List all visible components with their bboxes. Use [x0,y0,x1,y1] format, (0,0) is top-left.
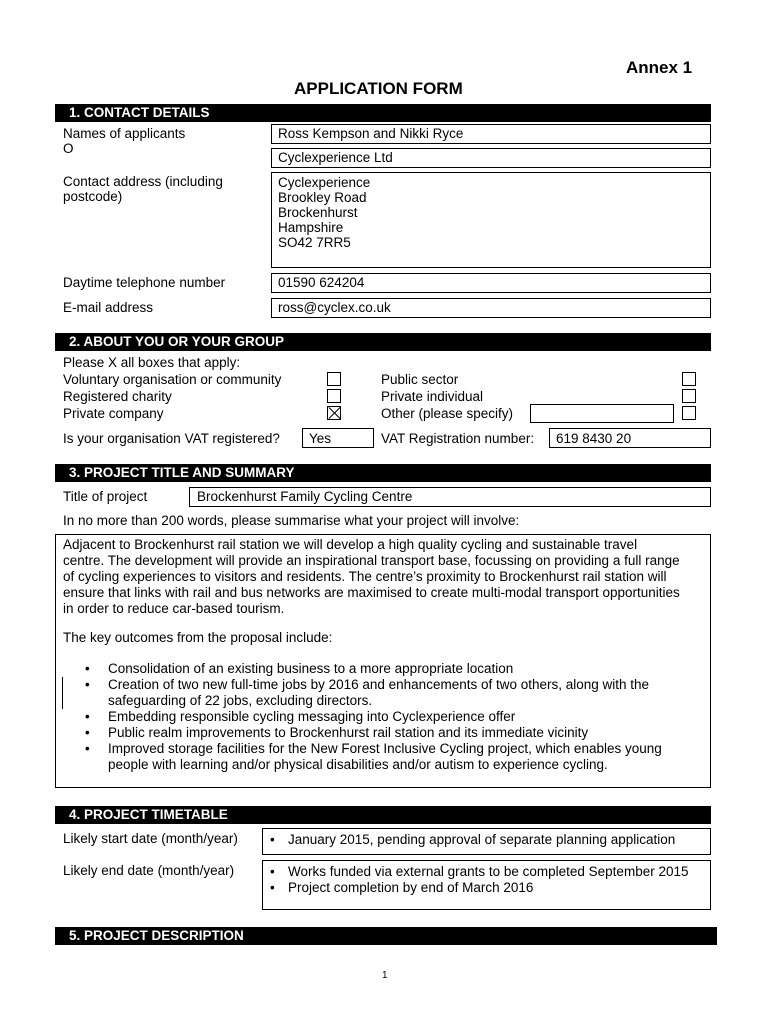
outcome-item: • Public realm improvements to Brockenhurst rail station and its immediate vicinity [85,725,710,741]
start-date-field[interactable] [262,828,711,855]
address-line: Cyclexperience [278,175,371,190]
vat-number-label: VAT Registration number: [381,431,535,446]
outcomes-list [85,661,710,773]
option-label-voluntary: Voluntary organisation or community [63,372,282,387]
checkbox-charity[interactable] [327,389,341,403]
summary-line: centre. The development will provide an inspirational transport base, focussing on providing a full range [63,553,680,568]
outcome-item: • Improved storage facilities for the New Forest Inclusive Cycling project, which enables young people with learning and/or physical disabilities and/or autism to experience cycling. [85,741,705,773]
checkbox-other[interactable] [682,406,696,420]
address-field[interactable] [271,172,711,268]
section-4-heading: 4. PROJECT TIMETABLE [55,806,711,824]
end-date-field[interactable] [262,860,711,910]
section-3-heading: 3. PROJECT TITLE AND SUMMARY [55,464,711,482]
address-label-line1: Contact address (including [63,174,223,189]
project-title-value: Brockenhurst Family Cycling Centre [197,489,413,504]
summary-line: in order to reduce car-based tourism. [63,601,285,616]
page-number: 1 [382,970,388,981]
checkbox-public-sector[interactable] [682,372,696,386]
address-line: Brookley Road [278,190,367,205]
phone-value: 01590 624204 [278,275,365,290]
end-date-item: • Works funded via external grants to be completed September 2015 [263,864,693,880]
email-label: E-mail address [63,300,154,315]
form-title: APPLICATION FORM [294,79,463,98]
phone-field[interactable] [271,273,711,293]
other-specify-field[interactable] [530,404,674,423]
checkbox-instruction: Please X all boxes that apply: [63,355,241,370]
vat-number-field[interactable] [549,428,711,448]
phone-label: Daytime telephone number [63,275,226,290]
address-line: SO42 7RR5 [278,235,351,250]
vat-number-value: 619 8430 20 [556,431,632,446]
names-label: Names of applicants [63,126,186,141]
end-date-item: • Project completion by end of March 2016 [263,880,693,896]
project-title-field[interactable] [189,487,711,507]
outcome-item: • Embedding responsible cycling messaging into Cyclexperience offer [85,709,710,725]
outcome-item: • Creation of two new full-time jobs by 2016 and enhancements of two others, along with the safeguarding of 22 jobs, excluding directors. [85,677,685,709]
vat-answer: Yes [309,431,332,446]
checkbox-private-company[interactable] [327,406,341,420]
organisation-value: Cyclexperience Ltd [278,150,393,165]
revision-change-bar [62,677,63,709]
names-value: Ross Kempson and Nikki Ryce [278,126,464,141]
end-date-label: Likely end date (month/year) [63,863,235,878]
option-label-private-individual: Private individual [381,389,484,404]
vat-answer-field[interactable] [302,428,374,448]
email-field[interactable] [271,298,711,318]
summary-line: of cycling experiences to visitors and residents. The centre’s proximity to Brockenhurst rail station will [63,569,667,584]
summary-line: Adjacent to Brockenhurst rail station we will develop a high quality cycling and sustainable travel [63,537,638,552]
annex-label: Annex 1 [626,58,693,77]
section-5-heading: 5. PROJECT DESCRIPTION [55,927,717,945]
start-date-label: Likely start date (month/year) [63,831,238,846]
checkbox-voluntary[interactable] [327,372,341,386]
org-label-fragment: O [63,141,74,156]
address-label-line2: postcode) [63,189,123,204]
start-date-item: • January 2015, pending approval of separate planning application [263,832,708,848]
option-label-public-sector: Public sector [381,372,459,387]
summary-line: ensure that links with rail and bus networks are maximised to create multi-modal transport opportunities [63,585,680,600]
address-line: Brockenhurst [278,205,358,220]
summary-paragraph [63,537,713,617]
outcomes-intro: The key outcomes from the proposal include: [63,630,333,645]
section-1-heading: 1. CONTACT DETAILS [55,104,711,122]
vat-question: Is your organisation VAT registered? [63,431,280,446]
option-label-charity: Registered charity [63,389,172,404]
names-field[interactable] [271,124,711,144]
email-value: ross@cyclex.co.uk [278,300,391,315]
option-label-private-company: Private company [63,406,164,421]
option-label-other: Other (please specify) [381,406,514,421]
summary-prompt: In no more than 200 words, please summarise what your project will involve: [63,513,520,528]
address-line: Hampshire [278,220,344,235]
section-2-heading: 2. ABOUT YOU OR YOUR GROUP [55,333,711,351]
organisation-field[interactable] [271,148,711,168]
project-title-label: Title of project [63,489,148,504]
outcome-item: • Consolidation of an existing business to a more appropriate location [85,661,710,677]
checkbox-private-individual[interactable] [682,389,696,403]
